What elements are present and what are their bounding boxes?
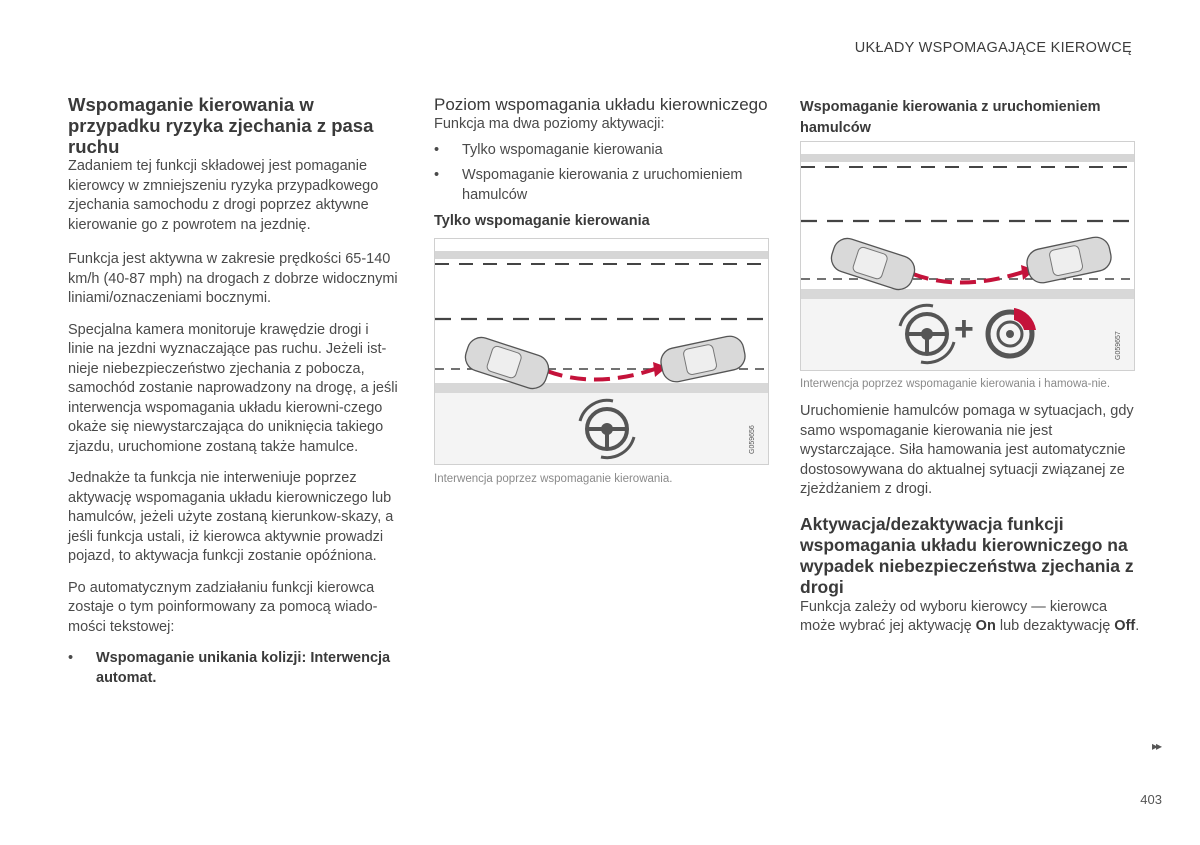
- list-item: [434, 166, 774, 205]
- paragraph: Funkcja jest aktywna w zakresie prędkości 65-140 km/h (40-87 mph) na drogach z dobrze widocznymi liniami/oznaczeniami bocznymi.: [68, 251, 398, 306]
- list-item: [434, 141, 774, 161]
- plus-sign: +: [954, 310, 974, 348]
- message-list: [68, 649, 398, 688]
- paragraph: Zadaniem tej funkcji składowej jest pomaganie kierowcy w zmniejszeniu ryzyka przypadkowego zjechania samochodu z drogi poprzez aktywne kierowanie go z powrotem na jezdnię.: [68, 158, 379, 233]
- column-3: [800, 97, 1140, 637]
- on-label: On: [975, 618, 996, 634]
- subsection-title: Aktywacja/dezaktywacja funkcji wspomagania układu kierowniczego na wypadek niebezpieczeństwa zjechania z drogi: [800, 513, 1134, 597]
- figure-caption: Interwencja poprzez wspomaganie kierowania i hamowa-nie.: [800, 378, 1111, 390]
- next-page-arrows-icon: ▸▸: [1151, 739, 1160, 753]
- bullet-icon: •: [68, 650, 74, 666]
- text-part: lub dezaktywację: [995, 618, 1115, 634]
- list-item-label: Tylko wspomaganie kierowania: [462, 141, 663, 158]
- page-number: 403: [1140, 792, 1162, 807]
- text-part: Funkcja zależy od wyboru kierowcy — kierowca może wybrać jej aktywację: [800, 598, 1108, 634]
- figure-title: Tylko wspomaganie kierowania: [434, 213, 650, 229]
- bullet-icon: •: [434, 141, 440, 158]
- message-name: Wspomaganie unikania kolizji: [96, 650, 302, 666]
- paragraph: Jednakże ta funkcja nie interweniuje poprzez aktywację wspomagania układu kierowniczego lub hamulców, jeżeli użyte zostaną kierunkow-skazy, a jeśli funkcja ustali, iż kierowca aktywnie prowadzi pojazd, to aktywacja funkcji zostanie opóźniona.: [68, 470, 394, 564]
- figure-code: G059656: [749, 425, 756, 454]
- off-label: Off: [1114, 618, 1136, 634]
- figure-title: Wspomaganie kierowania z uruchomieniem hamulców: [800, 99, 1101, 136]
- figure-code: G059657: [1115, 331, 1122, 360]
- text-part: .: [1135, 618, 1140, 634]
- message-text: : Interwencja automat.: [96, 650, 391, 686]
- section-header: UKŁADY WSPOMAGAJĄCE KIEROWCĘ: [854, 40, 1132, 56]
- column-1: [68, 94, 398, 688]
- bullet-icon: •: [434, 167, 440, 183]
- paragraph: Uruchomienie hamulców pomaga w sytuacjach, gdy samo wspomaganie kierowania nie jest wystarczające. Siła hamowania jest automatycznie dostosowywana do aktualnej sytuacji związanej ze zjeżdżaniem z drogi.: [800, 403, 1134, 497]
- column-2: [434, 94, 774, 487]
- figure-steering-only: [434, 238, 769, 465]
- paragraph: Po automatycznym zadziałaniu funkcji kierowca zostaje o tym poinformowany za pomocą wiado-mości tekstowej:: [68, 579, 378, 635]
- levels-list: [434, 141, 774, 206]
- section-title: Wspomaganie kierowania w przypadku ryzyka zjechania z pasa ruchu: [68, 94, 374, 157]
- figure-steering-brakes: [800, 141, 1135, 371]
- subsection-title: Poziom wspomagania układu kierowniczego: [434, 95, 768, 114]
- illustration-steering: [435, 239, 768, 464]
- intro-text: Funkcja ma dwa poziomy aktywacji:: [434, 116, 665, 132]
- paragraph: [800, 598, 1140, 637]
- list-item: [68, 649, 398, 688]
- figure-caption: Interwencja poprzez wspomaganie kierowania.: [434, 473, 673, 485]
- paragraph: Specjalna kamera monitoruje krawędzie drogi i linie na jezdni wyznaczające pas ruchu. Jeżeli ist-nieje niebezpieczeństwo zjechania z pobocza, samochód zostanie naprowadzony na drogę, a jeśli interwencja wspomagania układu kierowni-czego okaże się niewystarczająca do uniknięcia takiego zjazdu, uruchomione zostaną także hamulce.: [68, 321, 398, 455]
- list-item-label: Wspomaganie kierowania z uruchomieniem hamulców: [462, 167, 743, 203]
